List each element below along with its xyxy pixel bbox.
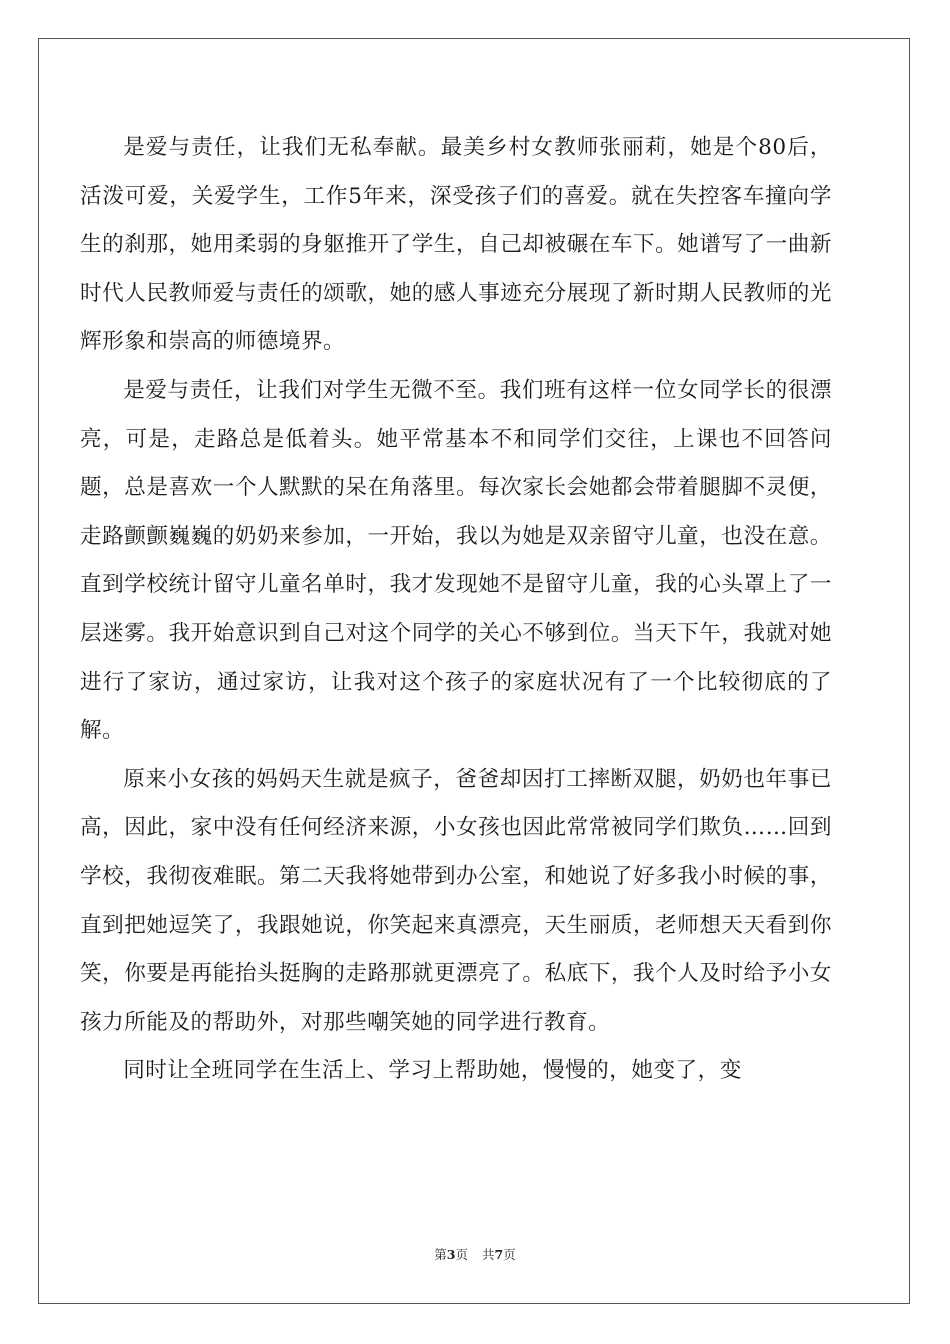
paragraph-2: 是爱与责任，让我们对学生无微不至。我们班有这样一位女同学长的很漂亮，可是，走路总是低着头。她平常基本不和同学们交往，上课也不回答问题，总是喜欢一个人默默的呆在角落里。每次家长会她都会带着腿脚不灵便，走路颤颤巍巍的奶奶来参加，一开始，我以为她是双亲留守儿童，也没在意。直到学校统计留守儿童名单时，我才发现她不是留守儿童，我的心头罩上了一层迷雾。我开始意识到自己对这个同学的关心不够到位。当天下午，我就对她进行了家访，通过家访，让我对这个孩子的家庭状况有了一个比较彻底的了解。 xyxy=(80,377,832,744)
total-suffix: 页 xyxy=(503,1247,516,1262)
page-suffix: 页 xyxy=(455,1247,468,1262)
page-prefix: 第 xyxy=(434,1247,447,1262)
paragraph-4: 同时让全班同学在生活上、学习上帮助她，慢慢的，她变了，变 xyxy=(123,1058,742,1084)
total-prefix: 共 xyxy=(482,1247,495,1262)
current-page-number: 3 xyxy=(446,1247,456,1262)
paragraph-1: 是爱与责任，让我们无私奉献。最美乡村女教师张丽莉，她是个80后，活泼可爱，关爱学生，工作5年来，深受孩子们的喜爱。就在失控客车撞向学生的刹那，她用柔弱的身躯推开了学生，自己却被碾在车下。她谱写了一曲新时代人民教师爱与责任的颂歌，她的感人事迹充分展现了新时期人民教师的光辉形象和崇高的师德境界。 xyxy=(80,135,832,355)
total-page-number: 7 xyxy=(494,1247,504,1262)
document-body xyxy=(80,124,832,1096)
page-footer xyxy=(0,1247,950,1263)
paragraph-3: 原来小女孩的妈妈天生就是疯子，爸爸却因打工摔断双腿，奶奶也年事已高，因此，家中没有任何经济来源，小女孩也因此常常被同学们欺负……回到学校，我彻夜难眠。第二天我将她带到办公室，和她说了好多我小时候的事，直到把她逗笑了，我跟她说，你笑起来真漂亮，天生丽质，老师想天天看到你笑，你要是再能抬头挺胸的走路那就更漂亮了。私底下，我个人及时给予小女孩力所能及的帮助外，对那些嘲笑她的同学进行教育。 xyxy=(80,766,832,1035)
